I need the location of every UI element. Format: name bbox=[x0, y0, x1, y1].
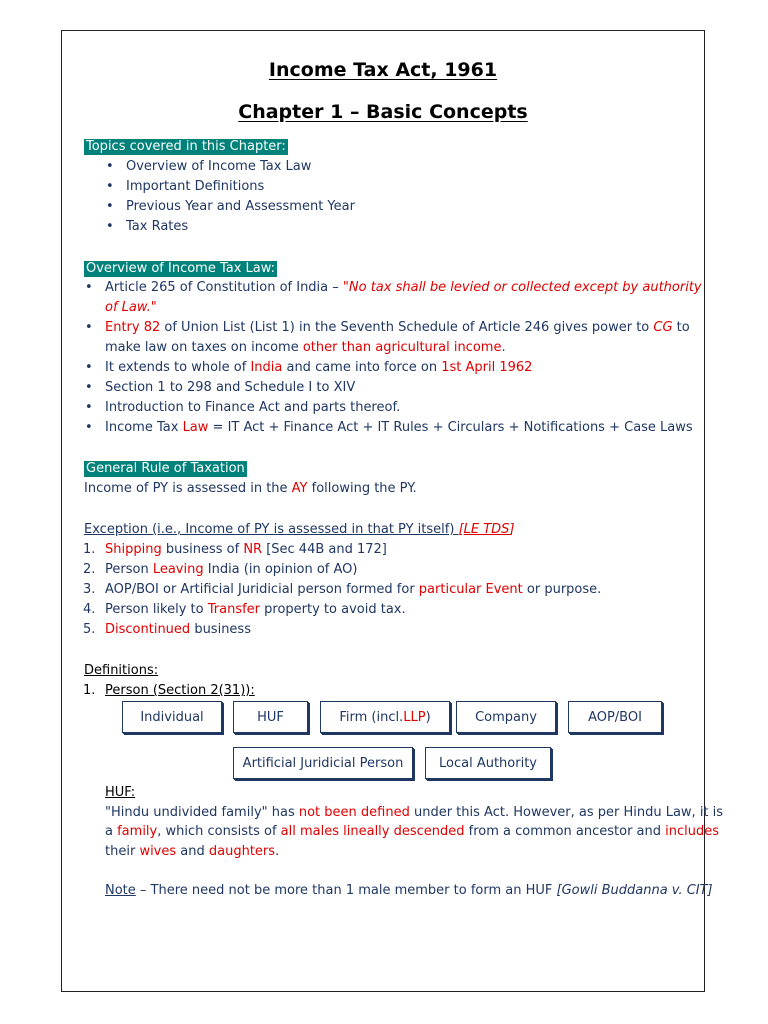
exception-item: 3. AOP/BOI or Artificial Juridicial person formed for particular Event or purpose. bbox=[83, 582, 602, 597]
topic-item: • Previous Year and Assessment Year bbox=[126, 197, 355, 217]
topic-item: • Overview of Income Tax Law bbox=[126, 157, 311, 177]
huf-definition-line-2: a family, which consists of all males lineally descended from a common ancestor and includes bbox=[105, 824, 720, 839]
person-box-local-authority: Local Authority bbox=[425, 747, 551, 779]
person-definition-heading: 1. Person (Section 2(31)): bbox=[83, 683, 255, 698]
overview-item-article-265: • Article 265 of Constitution of India – "No tax shall be levied or collected except by authority bbox=[105, 278, 702, 298]
overview-item-finance-act: • Introduction to Finance Act and parts thereof. bbox=[105, 398, 400, 418]
person-box-aop-boi: AOP/BOI bbox=[568, 701, 662, 733]
exception-heading: Exception (i.e., Income of PY is assessed in that PY itself) [LE TDS] bbox=[84, 522, 515, 537]
overview-item-extent: • It extends to whole of India and came into force on 1st April 1962 bbox=[105, 358, 532, 378]
overview-item-article-265-cont: of Law." bbox=[105, 300, 157, 315]
overview-item-law-formula: • Income Tax Law = IT Act + Finance Act + IT Rules + Circulars + Notifications + Case Laws bbox=[105, 418, 693, 438]
general-rule-heading: General Rule of Taxation bbox=[86, 461, 245, 476]
person-box-artificial-juridicial: Artificial Juridicial Person bbox=[233, 747, 413, 779]
overview-item-entry-82-cont: make law on taxes on income other than agricultural income. bbox=[105, 340, 506, 355]
chapter-title: Chapter 1 – Basic Concepts bbox=[238, 101, 528, 123]
huf-definition-line-3: their wives and daughters. bbox=[105, 844, 280, 859]
huf-note: Note – There need not be more than 1 male member to form an HUF [Gowli Buddanna v. CIT] bbox=[105, 883, 713, 898]
person-box-individual: Individual bbox=[122, 701, 222, 733]
exception-item: 5. Discontinued business bbox=[83, 622, 251, 637]
person-box-company: Company bbox=[456, 701, 556, 733]
overview-heading: Overview of Income Tax Law: bbox=[86, 261, 276, 276]
topic-item: • Tax Rates bbox=[126, 217, 188, 237]
overview-item-entry-82: • Entry 82 of Union List (List 1) in the Seventh Schedule of Article 246 gives power to CG to bbox=[105, 318, 690, 338]
person-box-huf: HUF bbox=[233, 701, 308, 733]
huf-definition-line-1: "Hindu undivided family" has not been defined under this Act. However, as per Hindu Law, it is bbox=[105, 805, 724, 820]
person-box-firm: Firm (incl. LLP ) bbox=[320, 701, 450, 733]
exception-item: 2. Person Leaving India (in opinion of AO) bbox=[83, 562, 358, 577]
topics-heading: Topics covered in this Chapter: bbox=[86, 139, 286, 154]
document-page bbox=[61, 30, 724, 992]
topic-item: • Important Definitions bbox=[126, 177, 264, 197]
overview-item-sections: • Section 1 to 298 and Schedule I to XIV bbox=[105, 378, 355, 398]
huf-heading: HUF: bbox=[105, 785, 136, 800]
document-title: Income Tax Act, 1961 bbox=[268, 59, 498, 81]
definitions-heading: Definitions: bbox=[84, 663, 159, 678]
exception-item: 1. Shipping business of NR [Sec 44B and 172] bbox=[83, 542, 387, 557]
general-rule-text: Income of PY is assessed in the AY following the PY. bbox=[84, 481, 417, 496]
exception-item: 4. Person likely to Transfer property to avoid tax. bbox=[83, 602, 406, 617]
